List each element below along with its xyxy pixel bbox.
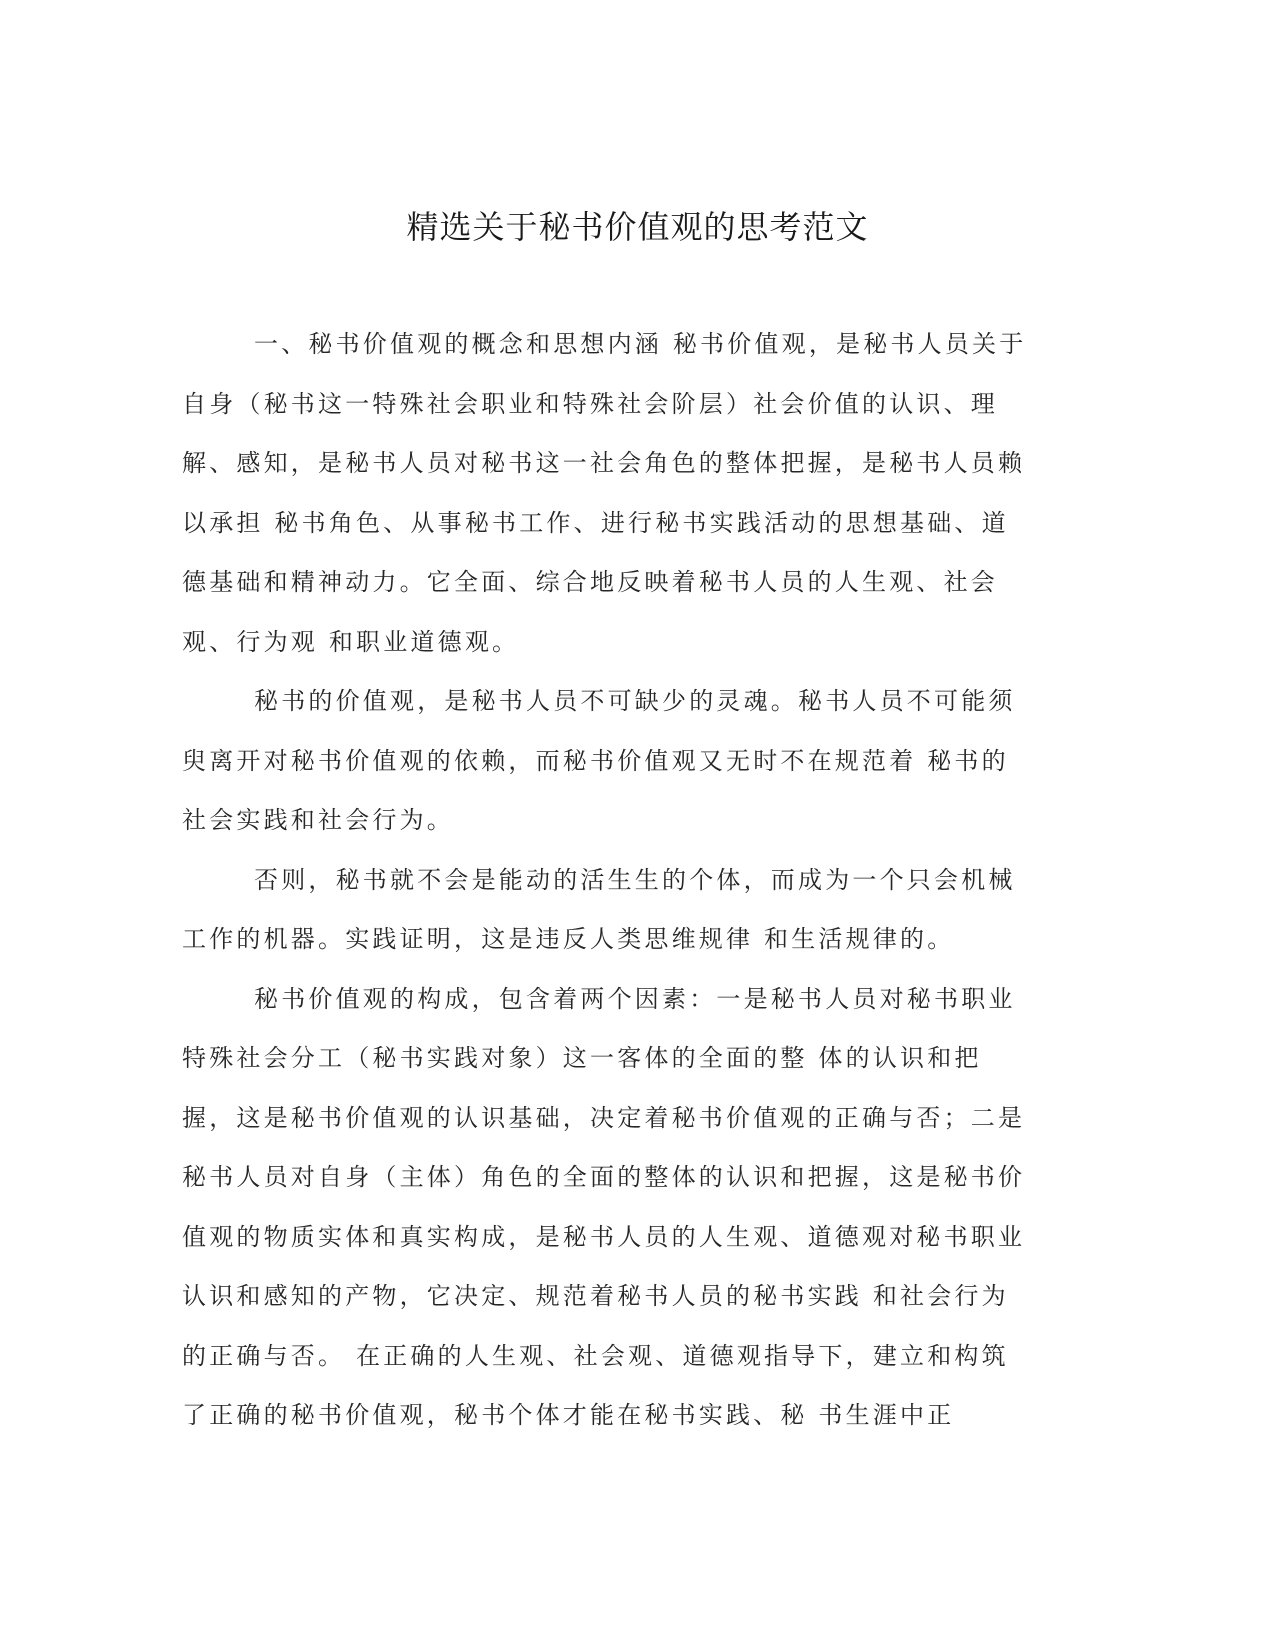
document-title: 精选关于秘书价值观的思考范文 xyxy=(406,208,869,246)
paragraph-soul: 秘书的价值观，是秘书人员不可缺少的灵魂。秘书人员不可能须臾离开对秘书价值观的依赖，而秘书价值观又无时不在规范着 秘书的社会实践和社会行为。 xyxy=(182,687,1016,834)
paragraph-concept: 一、秘书价值观的概念和思想内涵 秘书价值观，是秘书人员关于自身（秘书这一特殊社会职业和特殊社会阶层）社会价值的认识、理解、感知，是秘书人员对秘书这一社会角色的整体把握，是秘书人员赖以承担 秘书角色、从事秘书工作、进行秘书实践活动的思想基础、道德基础和精神动力。它全面、综合地反映着秘书人员的人生观、社会观、行为观 和职业道德观。 xyxy=(182,330,1027,656)
paragraph-composition: 秘书价值观的构成，包含着两个因素：一是秘书人员对秘书职业特殊社会分工（秘书实践对象）这一客体的全面的整 体的认识和把握，这是秘书价值观的认识基础，决定着秘书价值观的正确与否；二是秘书人员对自身（主体）角色的全面的整体的认识和把握，这是秘书价值观的物质实体和真实构成，是秘书人员的人生观、道德观对秘书职业认识和感知的产物，它决定、规范着秘书人员的秘书实践 和社会行为的正确与否。 在正确的人生观、社会观、道德观指导下，建立和构筑了正确的秘书价值观，秘书个体才能在秘书实践、秘 书生涯中正 xyxy=(182,984,1026,1429)
paragraph-otherwise: 否则，秘书就不会是能动的活生生的个体，而成为一个只会机械工作的机器。实践证明，这是违反人类思维规律 和生活规律的。 xyxy=(182,865,1016,953)
document-body xyxy=(182,315,1032,1446)
